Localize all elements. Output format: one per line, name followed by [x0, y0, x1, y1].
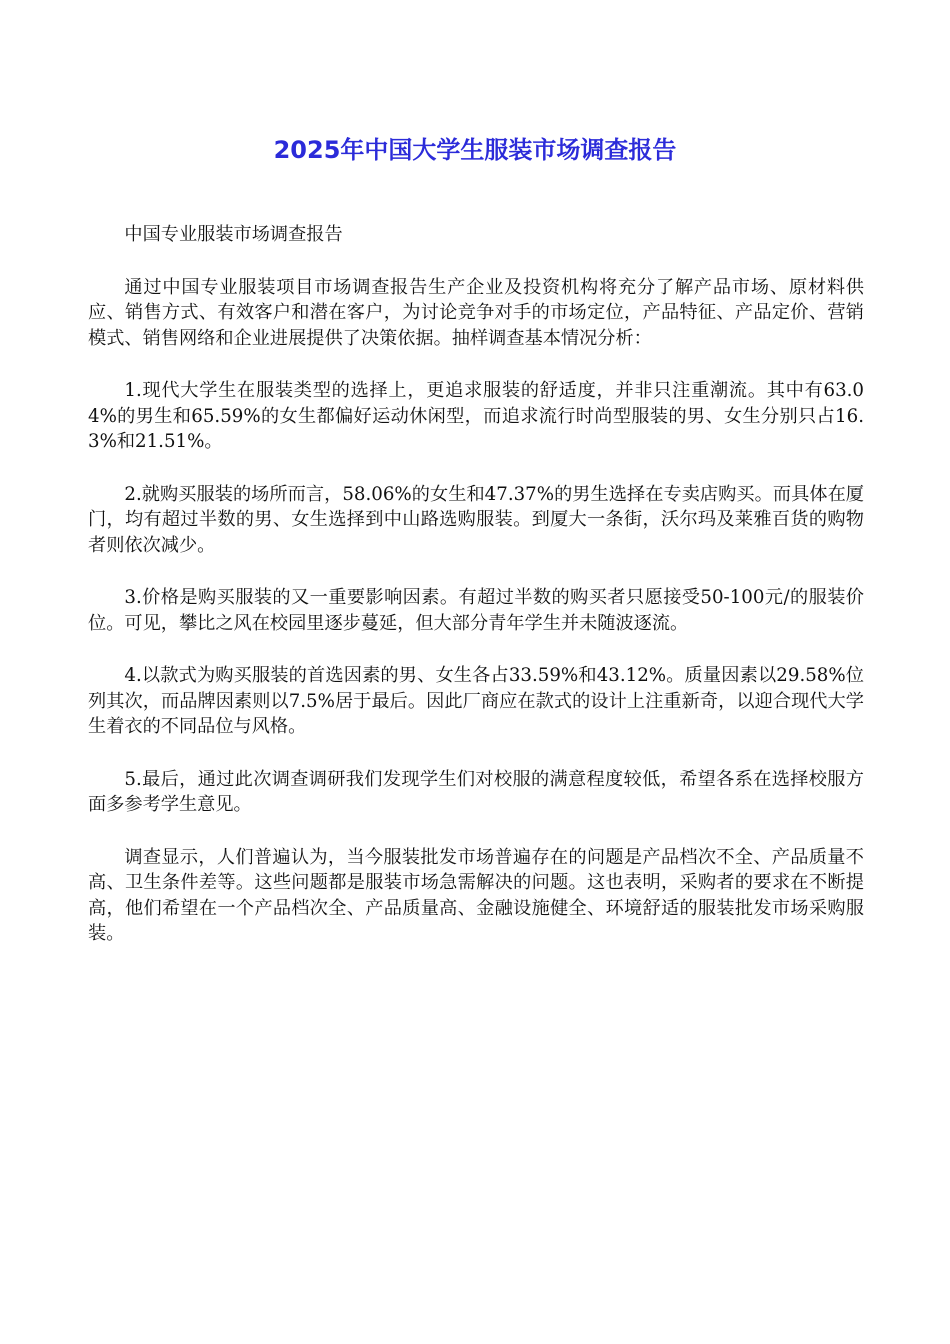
paragraph-point-4: 4.以款式为购买服装的首选因素的男、女生各占33.59%和43.12%。质量因素以29.58%位列其次，而品牌因素则以7.5%居于最后。因此厂商应在款式的设计上注重新奇，以迎合现代大学生着衣的不同品位与风格。 — [88, 665, 864, 737]
paragraph-point-2: 2.就购买服装的场所而言，58.06%的女生和47.37%的男生选择在专卖店购买。而具体在厦门，均有超过半数的男、女生选择到中山路选购服装。到厦大一条街，沃尔玛及莱雅百货的购物者则依次减少。 — [88, 483, 864, 556]
paragraph-conclusion: 调查显示，人们普遍认为，当今服装批发市场普遍存在的问题是产品档次不全、产品质量不高、卫生条件差等。这些问题都是服装市场急需解决的问题。这也表明，采购者的要求在不断提高，他们希望在一个产品档次全、产品质量高、金融设施健全、环境舒适的服装批发市场采购服装。 — [88, 846, 864, 944]
document-title: 2025年中国大学生服装市场调查报告 — [273, 136, 677, 164]
paragraph-subtitle: 中国专业服装市场调查报告 — [124, 224, 343, 245]
paragraph-point-1: 1.现代大学生在服装类型的选择上，更追求服装的舒适度，并非只注重潮流。其中有63.04%的男生和65.59%的女生都偏好运动休闲型，而追求流行时尚型服装的男、女生分别只占16.3%和21.51%。 — [88, 380, 864, 452]
document-body — [88, 222, 864, 974]
paragraph-point-5: 5.最后，通过此次调查调研我们发现学生们对校服的满意程度较低，希望各系在选择校服方面多参考学生意见。 — [88, 768, 864, 815]
paragraph-point-3: 3.价格是购买服装的又一重要影响因素。有超过半数的购买者只愿接受50-100元/的服装价位。可见，攀比之风在校园里逐步蔓延，但大部分青年学生并未随波逐流。 — [88, 587, 864, 634]
paragraph-intro: 通过中国专业服装项目市场调查报告生产企业及投资机构将充分了解产品市场、原材料供应、销售方式、有效客户和潜在客户，为讨论竞争对手的市场定位，产品特征、产品定价、营销模式、销售网络和企业进展提供了决策依据。抽样调查基本情况分析： — [88, 276, 864, 349]
